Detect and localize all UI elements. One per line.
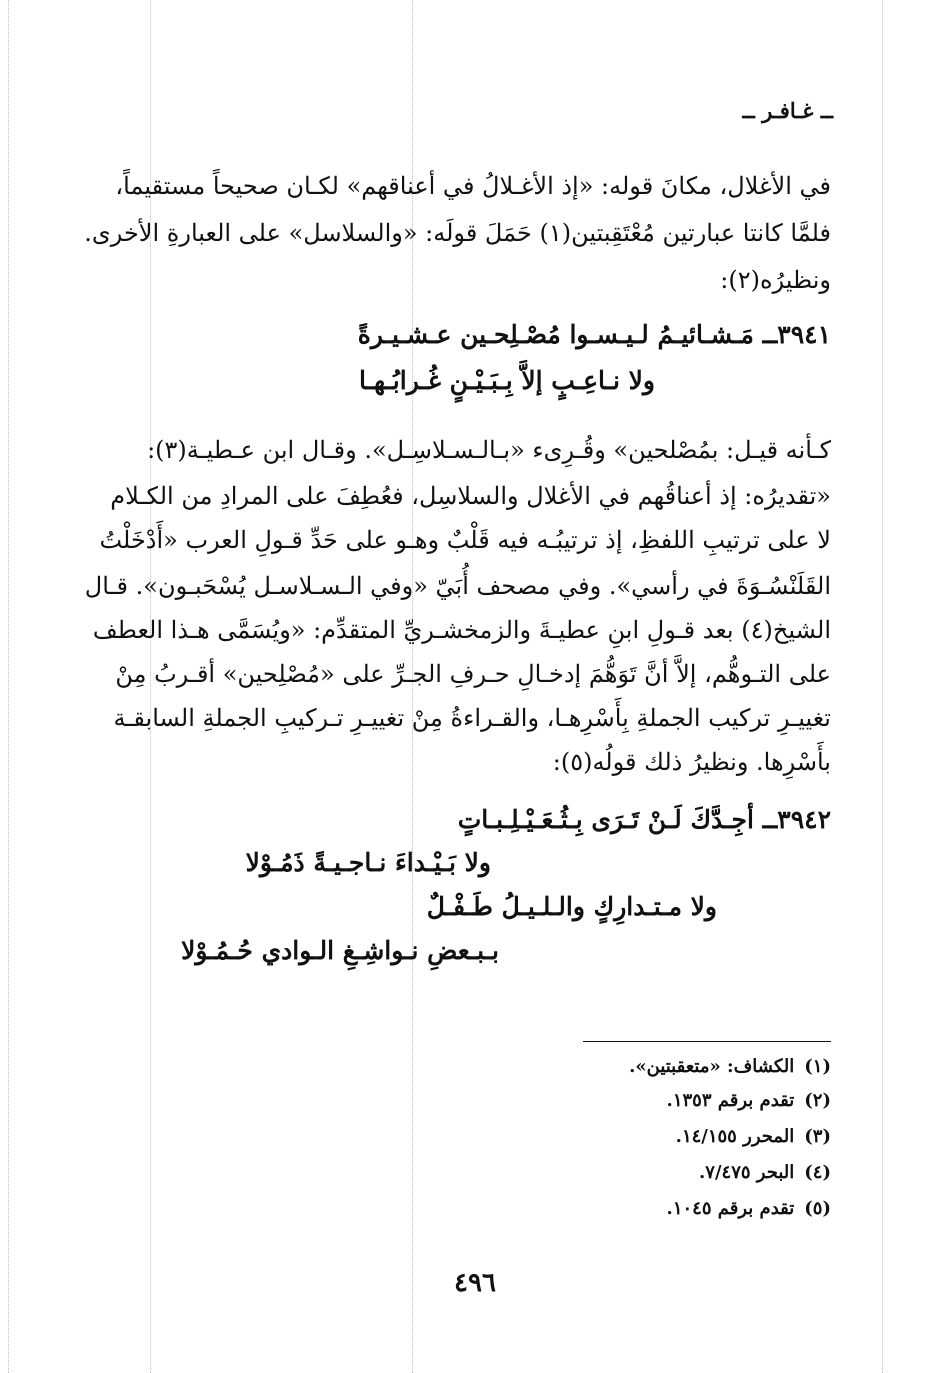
verse-3942-line-3: ولا مـتـدارِكٍ والـلـيـلُ طَـفْـلٌ bbox=[426, 892, 717, 921]
footnote-1 bbox=[629, 1056, 831, 1077]
running-header: ــ غـافـر ــ bbox=[742, 98, 833, 123]
verse-3942-line-4: بـبـعضِ نـواشِـغِ الـوادي حُـمُـوْلا bbox=[181, 936, 499, 965]
para2-line-5: الشيخ(٤) بعد قـولِ ابنِ عطيـةَ والزمخشـريِّ المتقدِّم: «ويُسَمَّى هـذا العطف bbox=[92, 616, 831, 644]
footnote-5-text: تقدم برقم ١٠٤٥. bbox=[666, 1198, 795, 1219]
scan-artifact-dots-3 bbox=[882, 0, 883, 1373]
para1-line-3: ونظيرُه(٢): bbox=[720, 266, 831, 294]
footnote-2-number: (٢) bbox=[804, 1090, 831, 1111]
verse-3941-line-2: ولا نـاعِـبٍ إلاَّ بِـبَـيْـنٍ غُـرابُـهـا bbox=[359, 366, 655, 395]
footnote-4-text: البحر ٧/٤٧٥. bbox=[699, 1162, 795, 1183]
para2-line-3: لا على ترتيبِ اللفظِ، إذ ترتيبُـه فيه قَلْبٌ وهـو على حَدِّ قـولِ العرب «أَدْخَلْتُ bbox=[99, 526, 831, 554]
verse-3942-line-2: ولا بَـيْـداءَ نـاجـيـةً ذَمُـوْلا bbox=[245, 848, 491, 877]
para2-line-4: القَلَنْسُـوَةَ في رأسي». وفي مصحف أُبَيّ «وفي الـسـلاسـل يُسْحَبـون». قـال bbox=[84, 572, 831, 600]
verse-3942-number: ٣٩٤٢ــ bbox=[762, 805, 831, 834]
para2-line-6: على التـوهُّم، إلاَّ أنَّ تَوَهُّمَ إدخـالِ حـرفِ الجـرِّ على «مُصْلِحين» أقـربُ مِنْ bbox=[115, 660, 831, 688]
footnote-1-text: الكشاف: «متعقبتين». bbox=[629, 1056, 795, 1077]
verse-3941-hemistich-1 bbox=[358, 320, 831, 349]
verse-3942-line-1: أجِـدَّكَ لَـنْ تَـرَى بِـثُـعَـيْـلِـبـاتٍ bbox=[457, 805, 754, 834]
footnote-4 bbox=[699, 1162, 831, 1183]
page-number: ٤٩٦ bbox=[454, 1268, 496, 1298]
para2-line-1: كـأنه قيـل: بمُصْلحين» وقُـرِىء «بـالـسـلاسِـل». وقـال ابن عـطيـة(٣): bbox=[147, 436, 831, 464]
footnote-4-number: (٤) bbox=[804, 1162, 831, 1183]
verse-3941-number: ٣٩٤١ــ bbox=[762, 320, 831, 349]
para2-line-8: بأَسْرِها. ونظيرُ ذلك قولُه(٥): bbox=[552, 748, 831, 776]
verse-3942-hemistich-1 bbox=[458, 805, 831, 834]
footnote-5 bbox=[667, 1198, 831, 1219]
footnote-separator bbox=[583, 1041, 831, 1042]
para1-line-1: في الأغلال، مكانَ قوله: «إذ الأغـلالُ في أعناقهم» لكـان صحيحاً مستقيماً، bbox=[115, 172, 831, 200]
footnote-2-text: تقدم برقم ١٣٥٣. bbox=[666, 1090, 795, 1111]
footnote-2 bbox=[667, 1090, 831, 1111]
scan-artifact-left bbox=[8, 0, 9, 1373]
footnote-1-number: (١) bbox=[804, 1056, 831, 1077]
para2-line-7: تغييـرِ تركيب الجملةِ بِأَسْرِهـا، والقـراءةُ مِنْ تغييـرِ تـركيبِ الجملةِ السابقـة bbox=[113, 704, 831, 732]
footnote-3-number: (٣) bbox=[804, 1126, 831, 1147]
footnote-5-number: (٥) bbox=[804, 1198, 831, 1219]
footnote-3 bbox=[676, 1126, 831, 1147]
para1-line-2: فلمَّا كانتا عبارتين مُعْتَقِبتين(١) حَمَلَ قولَه: «والسلاسل» على العبارةِ الأخرى. bbox=[84, 219, 831, 247]
para2-line-2: «تقديرُه: إذ أعناقُهم في الأغلال والسلاسِل، فعُطِفَ على المرادِ من الكـلام bbox=[110, 482, 831, 510]
footnote-3-text: المحرر ١٤/١٥٥. bbox=[675, 1126, 795, 1147]
verse-3941-line-1: مَـشـائيـمُ لـيـسـوا مُصْـلِحـين عـشـيـرةً bbox=[357, 320, 754, 349]
